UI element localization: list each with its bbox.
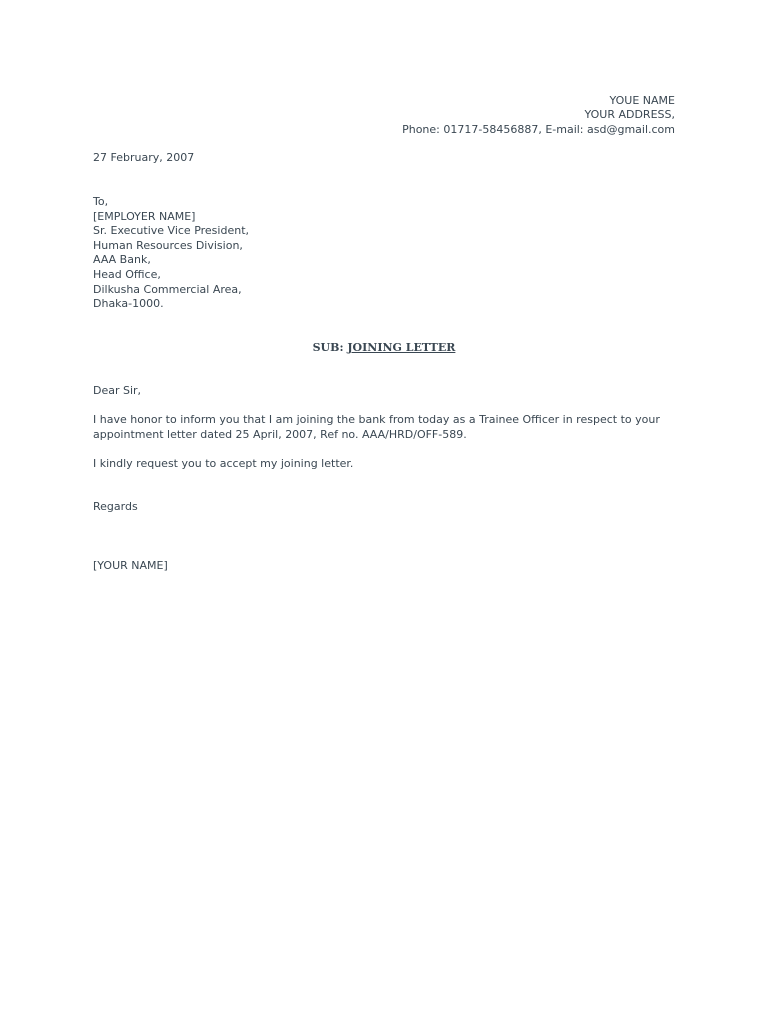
recipient-line: Human Resources Division, [93, 238, 243, 252]
recipient-line: To, [93, 195, 109, 208]
body-line: appointment letter dated 25 April, 2007, Ref no. AAA/HRD/OFF-589. [93, 427, 467, 441]
sender-contact: Phone: 01717-58456887, E-mail: asd@gmail.com [402, 122, 675, 136]
subject-line [0, 341, 768, 354]
letter-date: 27 February, 2007 [93, 151, 195, 164]
recipient-line: Sr. Executive Vice President, [93, 224, 249, 238]
recipient-block [93, 195, 249, 312]
recipient-line: Dilkusha Commercial Area, [93, 282, 242, 296]
sender-address: YOUR ADDRESS, [584, 108, 675, 122]
sender-name: YOUE NAME [609, 94, 675, 107]
sender-block [402, 94, 675, 137]
subject-title: JOINING LETTER [347, 341, 456, 354]
body-line: I have honor to inform you that I am joining the bank from today as a Trainee Officer in respect to your [93, 413, 660, 426]
recipient-line: [EMPLOYER NAME] [93, 209, 196, 223]
signature-name: [YOUR NAME] [93, 559, 168, 572]
salutation: Dear Sir, [93, 384, 142, 397]
body-paragraph-2: I kindly request you to accept my joining letter. [93, 457, 354, 470]
recipient-line: AAA Bank, [93, 253, 151, 267]
recipient-line: Dhaka-1000. [93, 297, 164, 311]
closing: Regards [93, 500, 138, 513]
body-paragraph-1 [93, 413, 660, 442]
recipient-line: Head Office, [93, 267, 161, 281]
subject-prefix: SUB: [312, 341, 348, 354]
